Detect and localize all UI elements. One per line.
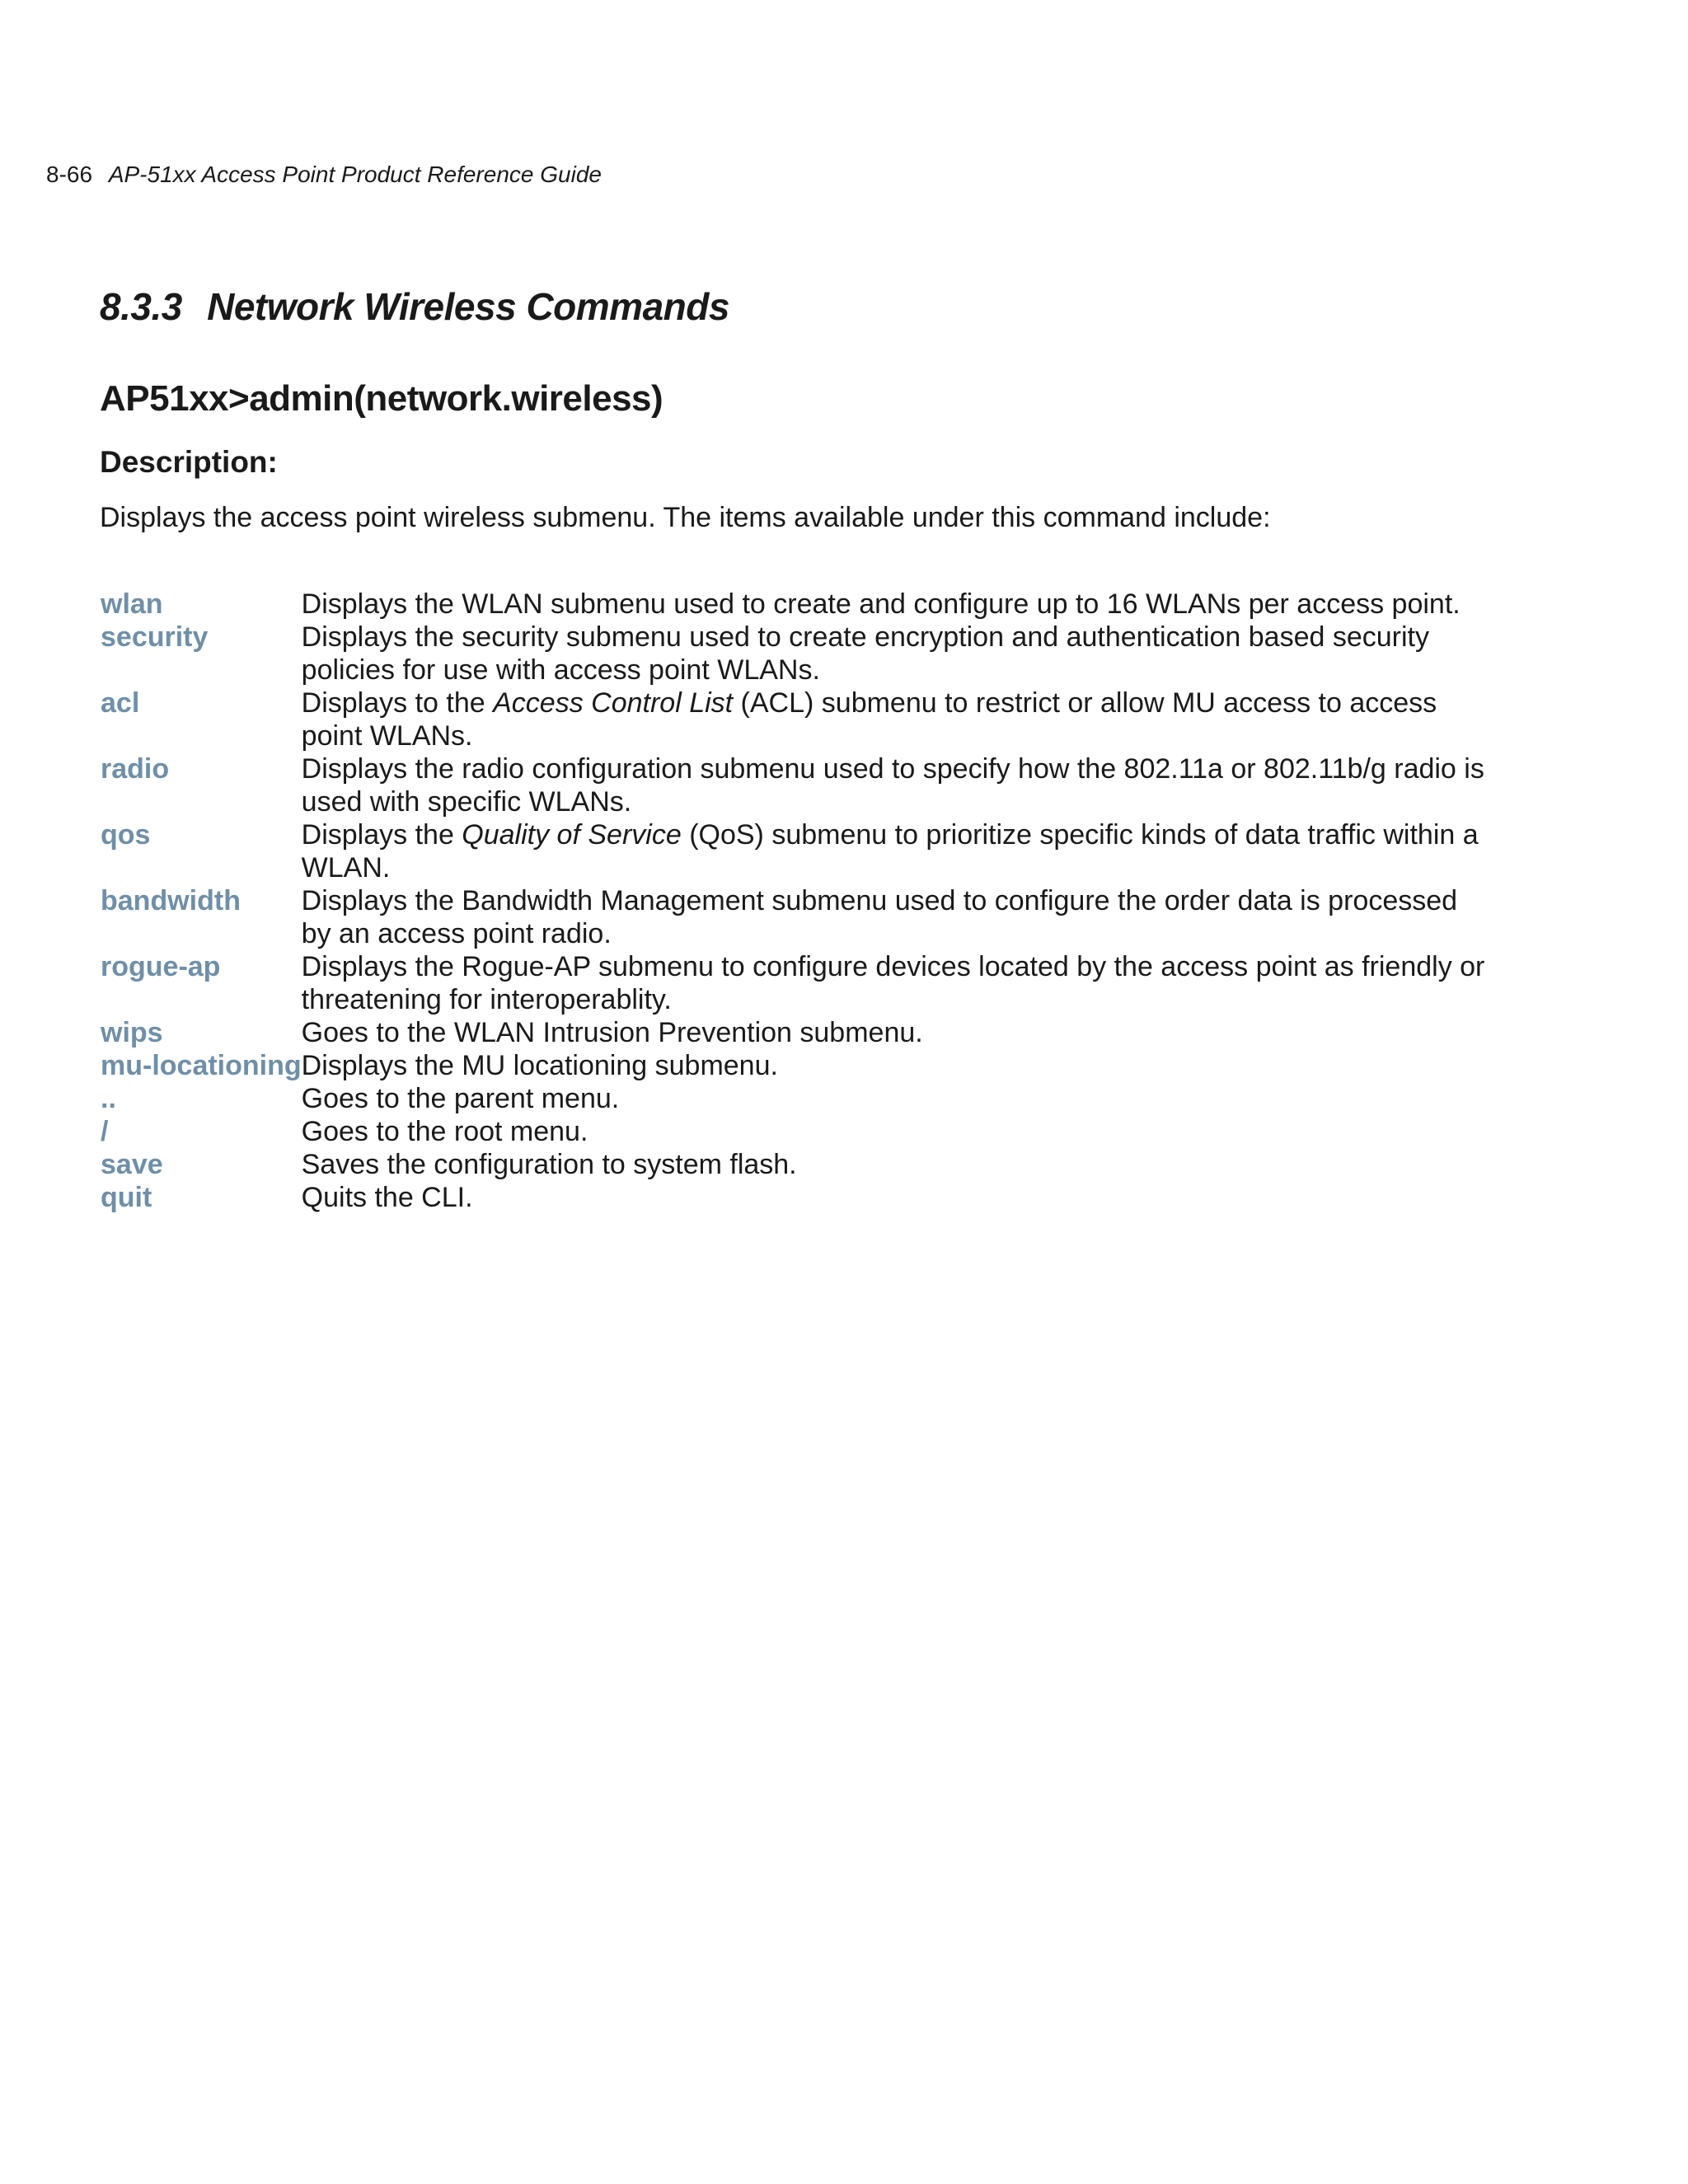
- command-name: save: [101, 1149, 163, 1180]
- command-description: Goes to the WLAN Intrusion Prevention submenu.: [301, 1017, 923, 1048]
- description-text: Displays the: [301, 819, 462, 851]
- command-description: [302, 818, 1485, 884]
- command-name: qos: [101, 819, 151, 851]
- command-name: rogue-ap: [101, 951, 221, 982]
- command-name: ..: [101, 1083, 116, 1114]
- command-description: Saves the configuration to system flash.: [301, 1149, 797, 1180]
- command-name: quit: [101, 1182, 152, 1213]
- command-description: Displays the WLAN submenu used to create and configure up to 16 WLANs per access point.: [301, 588, 1461, 620]
- description-heading: Description:: [100, 445, 278, 479]
- command-row-wips: [101, 1016, 1485, 1049]
- command-row-bandwidth: [101, 884, 1485, 950]
- command-name: radio: [101, 753, 170, 785]
- description-emphasis: Quality of Service: [462, 819, 682, 851]
- command-row-mu-locationing: [101, 1049, 1485, 1082]
- command-description: [302, 687, 1485, 752]
- command-row-security: [101, 621, 1485, 687]
- command-description: Displays the MU locationing submenu.: [301, 1050, 778, 1081]
- page-number: 8-66: [46, 162, 93, 187]
- command-row-qos: [101, 818, 1485, 884]
- command-row-quit: [101, 1181, 1485, 1214]
- command-row-parent: [101, 1082, 1485, 1115]
- command-description: Goes to the parent menu.: [301, 1083, 620, 1114]
- intro-text: Displays the access point wireless submenu. The items available under this command include:: [100, 502, 1271, 533]
- command-row-rogue-ap: [101, 950, 1485, 1016]
- section-number: 8.3.3: [100, 285, 182, 328]
- command-row-acl: [101, 687, 1485, 752]
- command-description: Displays the Bandwidth Management submenu used to configure the order data is processed by an access point radio.: [301, 885, 1458, 949]
- command-name: wlan: [101, 588, 163, 620]
- command-name: bandwidth: [101, 885, 241, 916]
- section-title-text: Network Wireless Commands: [207, 285, 729, 328]
- description-emphasis: Access Control List: [493, 687, 734, 719]
- command-row-wlan: [101, 588, 1485, 621]
- command-row-save: [101, 1148, 1485, 1181]
- command-description: Displays the security submenu used to create encryption and authentication based security policies for use with access point WLANs.: [301, 621, 1429, 686]
- command-description: Displays the radio configuration submenu used to specify how the 802.11a or 802.11b/g radio is used with specific WLANs.: [301, 753, 1484, 818]
- command-name: acl: [101, 687, 140, 719]
- description-text: (ACL) submenu to restrict or allow MU access to access point WLANs.: [301, 687, 1437, 752]
- command-description: Displays the Rogue-AP submenu to configure devices located by the access point as friendly or threatening for interoperablity.: [301, 951, 1485, 1015]
- command-name: /: [101, 1116, 109, 1147]
- command-table: [101, 588, 1485, 1214]
- command-row-root: [101, 1115, 1485, 1148]
- command-row-radio: [101, 752, 1485, 818]
- description-text: (QoS) submenu to prioritize specific kinds of data traffic within a WLAN.: [301, 819, 1479, 883]
- description-text: Displays to the: [301, 687, 494, 719]
- command-name: security: [101, 621, 209, 653]
- guide-title: AP-51xx Access Point Product Reference Guide: [108, 162, 602, 187]
- command-name: mu-locationing: [101, 1050, 302, 1081]
- page-header: [46, 162, 602, 188]
- command-heading: AP51xx>admin(network.wireless): [100, 378, 663, 419]
- command-description: Quits the CLI.: [301, 1182, 473, 1213]
- section-title: [100, 284, 729, 329]
- command-name: wips: [101, 1017, 163, 1048]
- command-description: Goes to the root menu.: [301, 1116, 588, 1147]
